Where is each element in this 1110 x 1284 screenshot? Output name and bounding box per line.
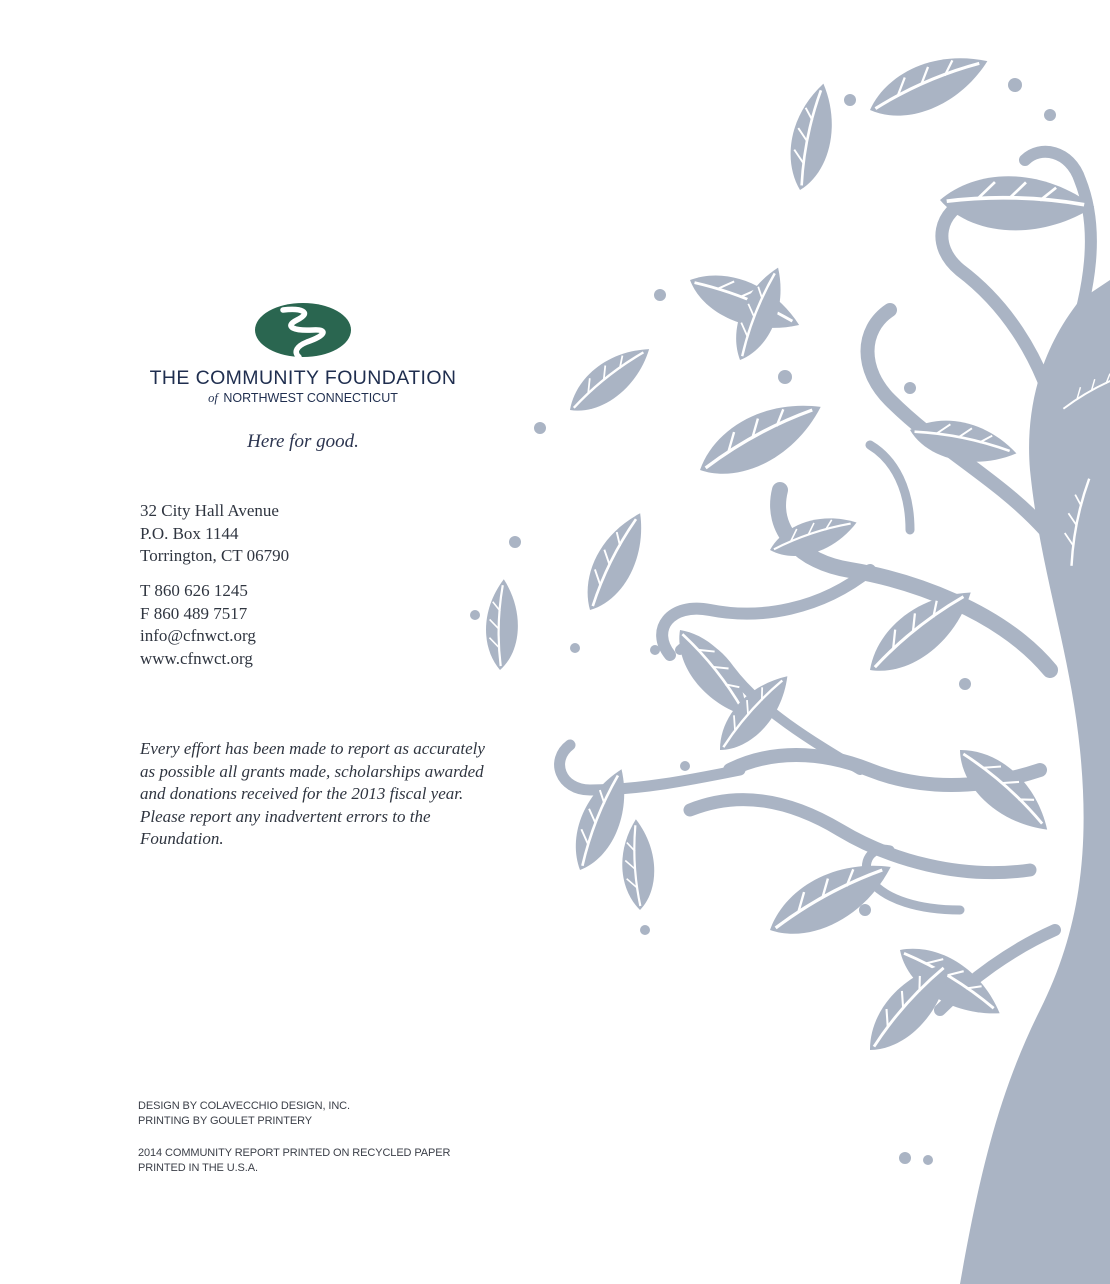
mailing-address <box>140 500 289 568</box>
organization-subtitle-of: of <box>208 391 218 405</box>
phone-number: T 860 626 1245 <box>140 581 248 600</box>
organization-name: THE COMMUNITY FOUNDATION <box>149 367 457 389</box>
printing-notes <box>138 1146 450 1176</box>
foundation-logo <box>138 300 468 453</box>
disclaimer-text: Every effort has been made to report as accurately as possible all grants made, scholarships awarded and donations received for the 2013 fiscal year. Please report any inadvertent errors to the Foundation. <box>140 739 485 848</box>
design-credit: DESIGN BY COLAVECCHIO DESIGN, INC. <box>138 1100 350 1112</box>
contact-info <box>140 580 256 670</box>
fax-number: F 860 489 7517 <box>140 603 248 623</box>
address-street: 32 City Hall Avenue <box>140 501 279 520</box>
printing-credit: PRINTING BY GOULET PRINTERY <box>138 1115 312 1127</box>
recycled-paper-note: 2014 COMMUNITY REPORT PRINTED ON RECYCLED PAPER <box>138 1147 451 1159</box>
organization-subtitle <box>138 391 468 406</box>
tree-illustration <box>440 50 1110 1284</box>
email-address: info@cfnwct.org <box>140 626 256 645</box>
address-po-box: P.O. Box 1144 <box>140 523 239 543</box>
printed-in-note: PRINTED IN THE U.S.A. <box>138 1162 258 1174</box>
organization-subtitle-region: NORTHWEST CONNECTICUT <box>223 391 398 405</box>
river-logo-icon <box>253 300 353 360</box>
tagline: Here for good. <box>247 431 359 452</box>
address-city: Torrington, CT 06790 <box>140 546 290 565</box>
tree-leaves <box>478 50 1110 1061</box>
production-credits <box>138 1099 350 1129</box>
website-url: www.cfnwct.org <box>140 648 253 668</box>
